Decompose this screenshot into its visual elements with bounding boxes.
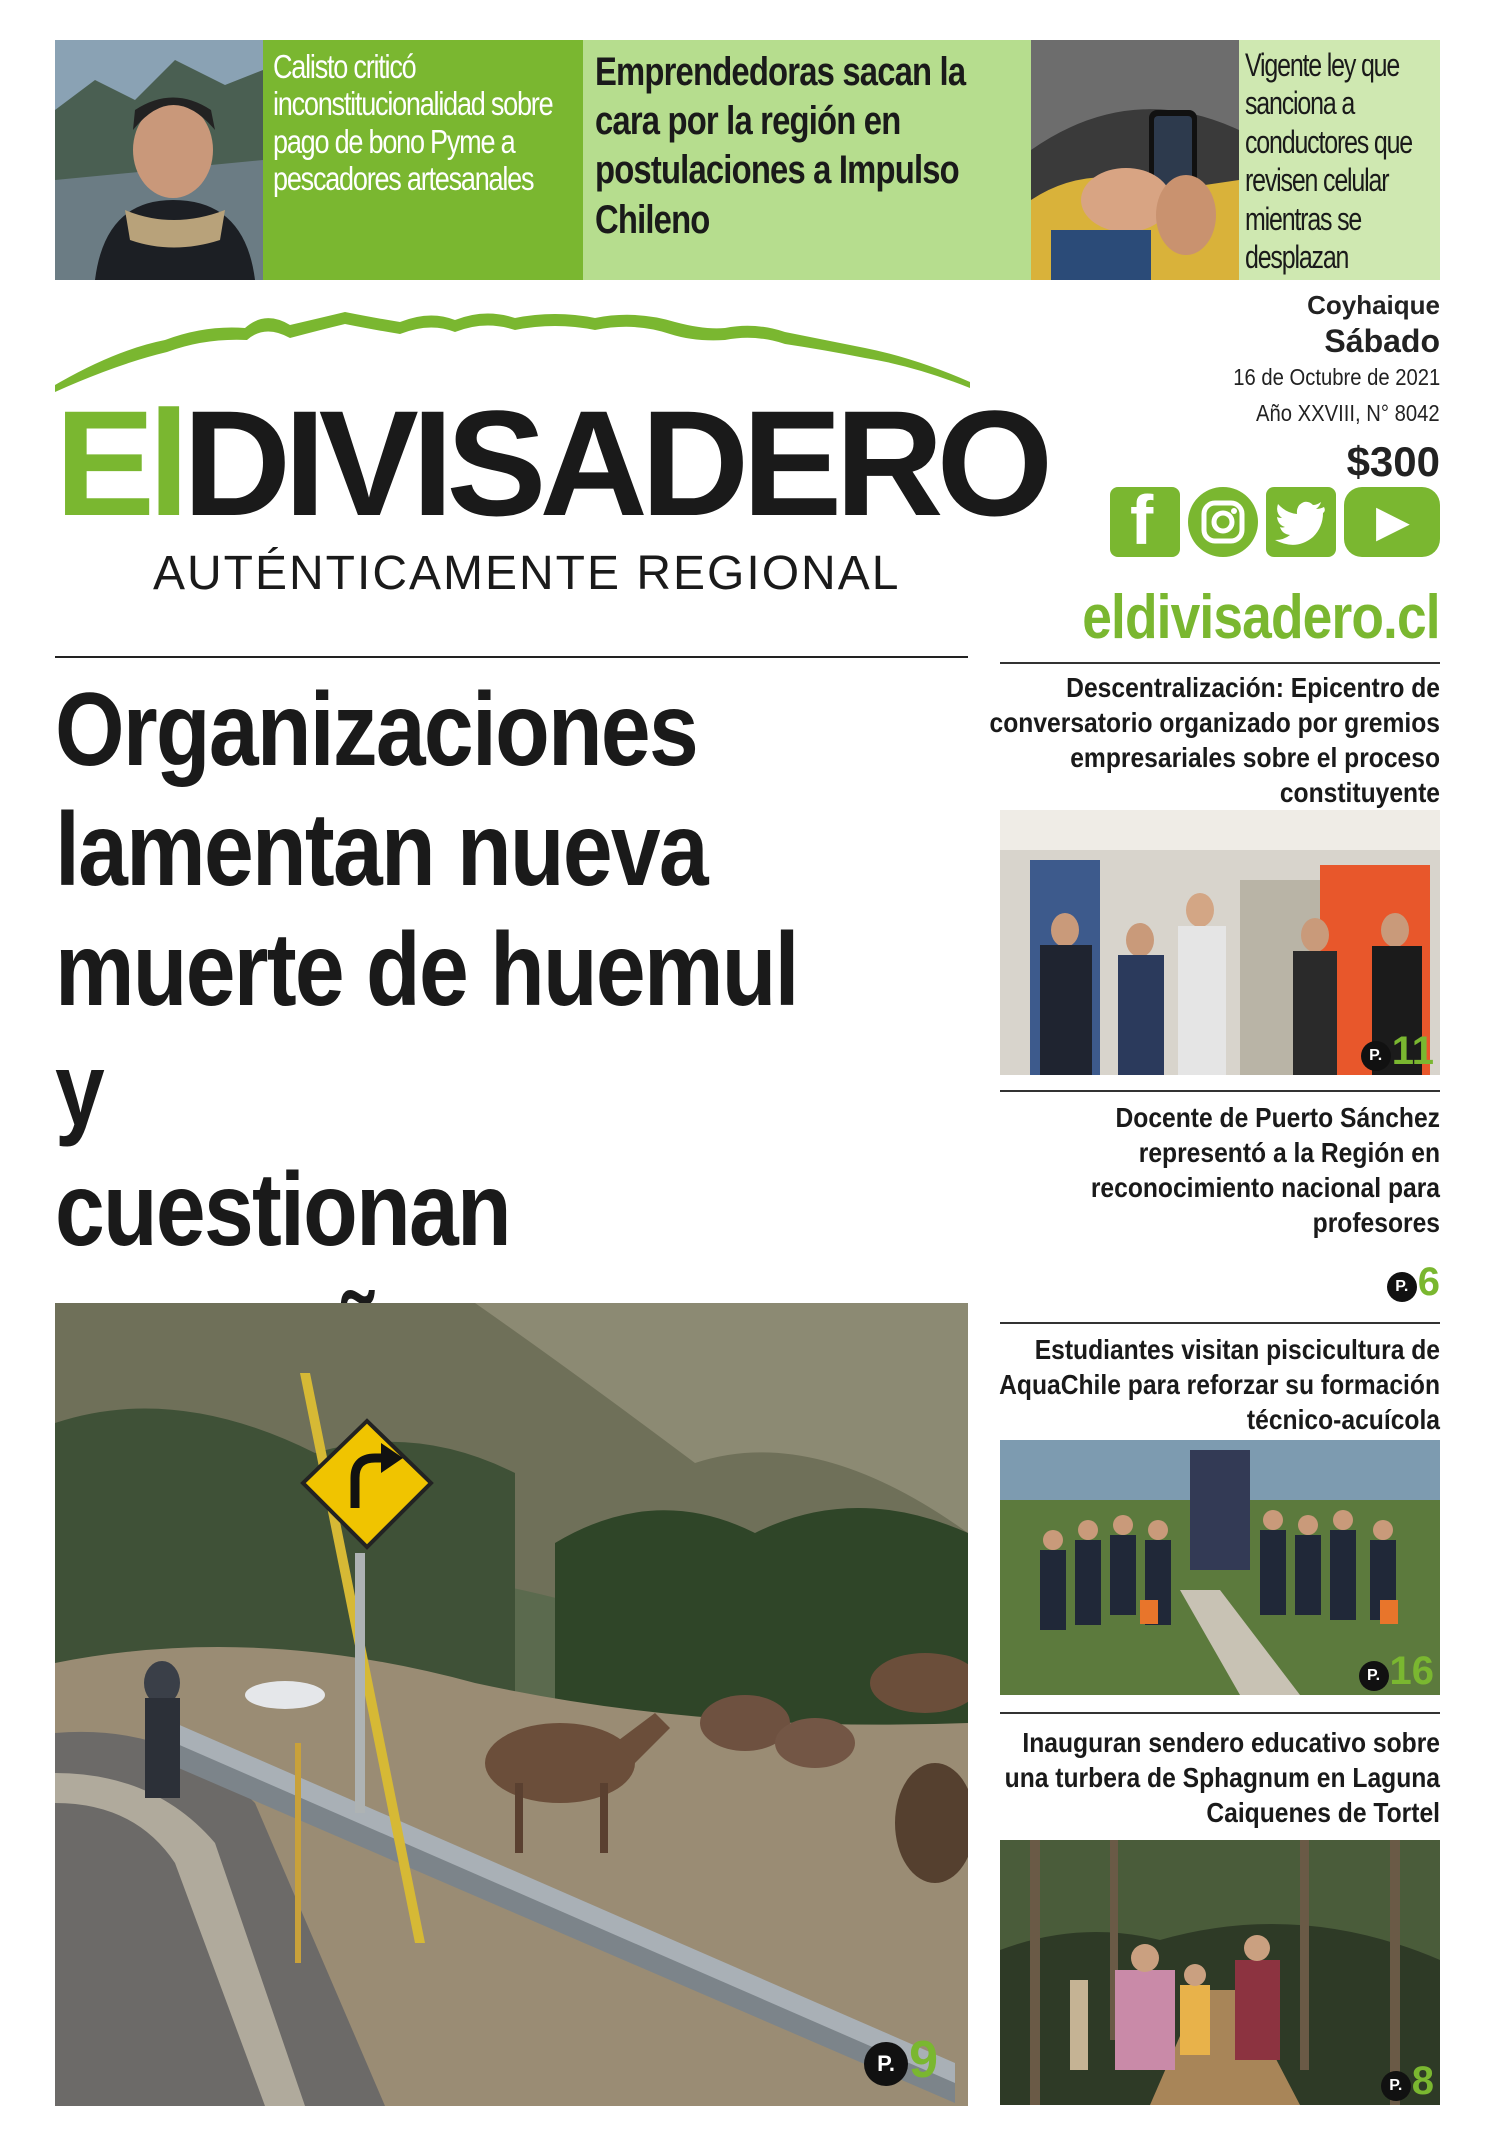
sidebar-page-number-2: 6 [1417, 1260, 1440, 1304]
twitter-glyph [1266, 487, 1336, 557]
sidebar-headline-1[interactable]: Descentralización: Epicentro de conversatorio organizado por gremios empresariales sobre el proceso constituyente [989, 672, 1440, 808]
teaser-story-3-text: Vigente ley que sanciona a conductores que revisen celular mientras se desplazan [1245, 47, 1413, 275]
top-teaser-strip [55, 40, 1440, 280]
edition-issue: Año XXVIII, N° 8042 [1256, 400, 1440, 426]
main-headline-line-1: Organizaciones [55, 672, 697, 788]
page-circle-icon: P. [1361, 1041, 1391, 1071]
website-url[interactable]: eldivisadero.cl [1082, 583, 1440, 652]
facebook-icon[interactable] [1110, 481, 1180, 559]
tagline: AUTÉNTICAMENTE REGIONAL [153, 547, 901, 600]
instagram-icon[interactable] [1188, 487, 1258, 557]
page-circle-icon: P. [864, 2042, 908, 2086]
main-photo-huemul[interactable] [55, 1303, 968, 2106]
logo-wordmark[interactable] [55, 379, 1047, 547]
teaser-story-2[interactable] [583, 40, 1031, 280]
sidebar-headline-3[interactable]: Estudiantes visitan piscicultura de AquaChile para reforzar su formación técnico-acuícola [999, 1334, 1440, 1435]
main-rule [55, 656, 968, 658]
twitter-icon[interactable] [1266, 487, 1336, 557]
teaser-story-2-text: Emprendedoras sacan la cara por la región en postulaciones a Impulso Chileno [595, 50, 966, 242]
sidebar-photo-1[interactable] [1000, 810, 1440, 1075]
main-headline-line-2: lamentan nueva [55, 792, 707, 908]
logo-divisadero: DIVISADERO [182, 379, 1047, 547]
main-page-number: 9 [909, 2031, 938, 2089]
youtube-glyph: ▶ [1376, 497, 1410, 546]
sidebar-page-ref-4[interactable] [1381, 2061, 1434, 2101]
teaser-photo-politician[interactable] [55, 40, 263, 280]
sidebar-page-number-4: 8 [1411, 2059, 1434, 2103]
sidebar-headline-4[interactable]: Inauguran sendero educativo sobre una turbera de Sphagnum en Laguna Caiquenes de Tortel [1004, 1727, 1440, 1828]
sidebar-page-ref-1[interactable] [1361, 1031, 1434, 1071]
teaser-story-1-text: Calisto criticó inconstitucionalidad sobre pago de bono Pyme a pescadores artesanales [273, 48, 553, 197]
instagram-glyph [1188, 487, 1258, 557]
teaser-story-3[interactable] [1239, 40, 1440, 280]
edition-day: Sábado [1324, 323, 1440, 359]
sidebar-page-number-3: 16 [1389, 1649, 1434, 1693]
teaser-photo-driver-phone[interactable] [1031, 40, 1239, 280]
edition-city: Coyhaique [1307, 290, 1440, 320]
sidebar-rule-3 [1000, 1322, 1440, 1324]
page-circle-icon: P. [1359, 1661, 1389, 1691]
youtube-icon[interactable] [1344, 487, 1440, 557]
page-circle-icon: P. [1381, 2071, 1411, 2101]
sidebar-page-ref-2[interactable] [1387, 1262, 1440, 1302]
edition-date: 16 de Octubre de 2021 [1232, 364, 1440, 390]
main-page-reference[interactable] [864, 2031, 938, 2089]
main-headline-line-4: cuestionan [55, 1152, 510, 1268]
sidebar-photo-4[interactable] [1000, 1840, 1440, 2105]
masthead [55, 300, 1047, 610]
sidebar-rule-1 [1000, 662, 1440, 664]
teaser-story-1[interactable] [263, 40, 583, 280]
sidebar-rule-2 [1000, 1090, 1440, 1092]
edition-price: $300 [1346, 438, 1440, 485]
sidebar-page-number-1: 11 [1391, 1029, 1434, 1073]
sidebar-rule-4 [1000, 1712, 1440, 1714]
page-circle-icon: P. [1387, 1272, 1417, 1302]
main-headline-line-3: muerte de huemul y [55, 912, 798, 1148]
sidebar-photo-3[interactable] [1000, 1440, 1440, 1695]
logo-el: El [55, 379, 183, 547]
sidebar-page-ref-3[interactable] [1359, 1651, 1435, 1691]
sidebar-headline-2[interactable]: Docente de Puerto Sánchez representó a la Región en reconocimiento nacional para profesores [1090, 1102, 1440, 1238]
facebook-glyph: f [1130, 481, 1154, 559]
